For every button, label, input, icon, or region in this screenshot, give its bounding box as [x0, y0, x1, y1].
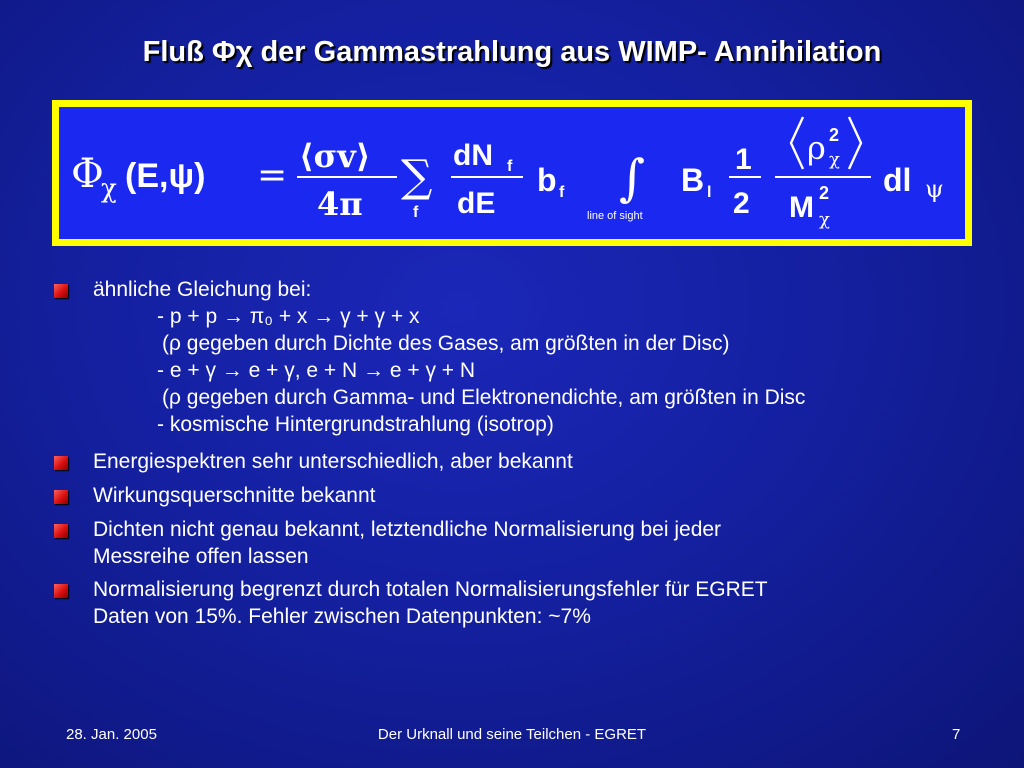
- eq-dl: dl: [883, 162, 912, 198]
- bullet-text: Energiespektren sehr unterschiedlich, aber bekannt: [93, 450, 573, 473]
- eq-dN: dN: [453, 139, 493, 172]
- sub-line: (ρ gegeben durch Dichte des Gases, am größten in der Disc): [162, 332, 730, 355]
- eq-rho-sub: χ: [829, 149, 840, 170]
- footer-date: 28. Jan. 2005: [66, 726, 157, 743]
- eq-rho: ρ: [807, 129, 826, 167]
- bullet-text-line: Dichten nicht genau bekannt, letztendliche Normalisierung bei jeder: [93, 518, 722, 541]
- eq-sum-sub: f: [413, 204, 419, 221]
- bullet-text: Wirkungsquerschnitte bekannt: [93, 484, 376, 507]
- eq-dE: dE: [457, 187, 496, 220]
- eq-phi: Φ: [71, 151, 104, 197]
- eq-integral-sub: line of sight: [587, 210, 643, 222]
- sub-line: - e + γ → e + γ, e + N → e + γ + N: [157, 359, 476, 382]
- eq-sum: ∑: [401, 151, 433, 202]
- bullet-marker: [54, 456, 68, 470]
- sub-line: - kosmische Hintergrundstrahlung (isotrop): [157, 413, 554, 436]
- eq-integral: ∫: [619, 149, 646, 207]
- eq-equals: =: [257, 155, 288, 196]
- eq-phi-sub: χ: [101, 174, 117, 204]
- bullet-marker: [54, 490, 68, 504]
- footer-title: Der Urknall und seine Teilchen - EGRET: [377, 726, 647, 743]
- eq-M-sup: 2: [819, 183, 830, 203]
- bullet-marker: [54, 524, 68, 538]
- bullet-text-line: Messreihe offen lassen: [93, 545, 309, 568]
- sub-line: (ρ gegeben durch Gamma- und Elektronendichte, am größten in Disc: [162, 386, 806, 409]
- equation-formula: [59, 107, 965, 239]
- eq-args: (E,ψ): [125, 157, 206, 195]
- equation-box: [52, 100, 972, 246]
- eq-b: b: [537, 162, 557, 198]
- bullet-marker: [54, 284, 68, 298]
- eq-b-sub: f: [559, 184, 565, 201]
- eq-dN-sub: f: [507, 158, 513, 175]
- bullet-text-line: Daten von 15%. Fehler zwischen Datenpunkten: ~7%: [93, 605, 591, 628]
- footer-page-number: 7: [952, 726, 961, 743]
- eq-M: M: [789, 191, 814, 224]
- bullet-marker: [54, 584, 68, 598]
- eq-dl-sub: ψ: [925, 175, 944, 203]
- eq-rho-sup: 2: [829, 125, 840, 145]
- eq-sigma-v: ⟨σv⟩: [299, 137, 371, 175]
- eq-4pi: 4π: [317, 185, 363, 223]
- bullet-text: ähnliche Gleichung bei:: [93, 278, 312, 301]
- bullet-text-line: Normalisierung begrenzt durch totalen Normalisierungsfehler für EGRET: [93, 578, 768, 601]
- sub-line: - p + p → π₀ + x → γ + γ + x: [157, 305, 420, 328]
- eq-B: B: [681, 162, 705, 198]
- eq-half-num: 1: [735, 143, 752, 176]
- eq-M-sub: χ: [819, 209, 830, 230]
- eq-B-sub: l: [707, 184, 712, 201]
- eq-half-den: 2: [733, 187, 750, 220]
- slide-title: Fluß Φχ der Gammastrahlung aus WIMP- Annihilation: [142, 36, 882, 68]
